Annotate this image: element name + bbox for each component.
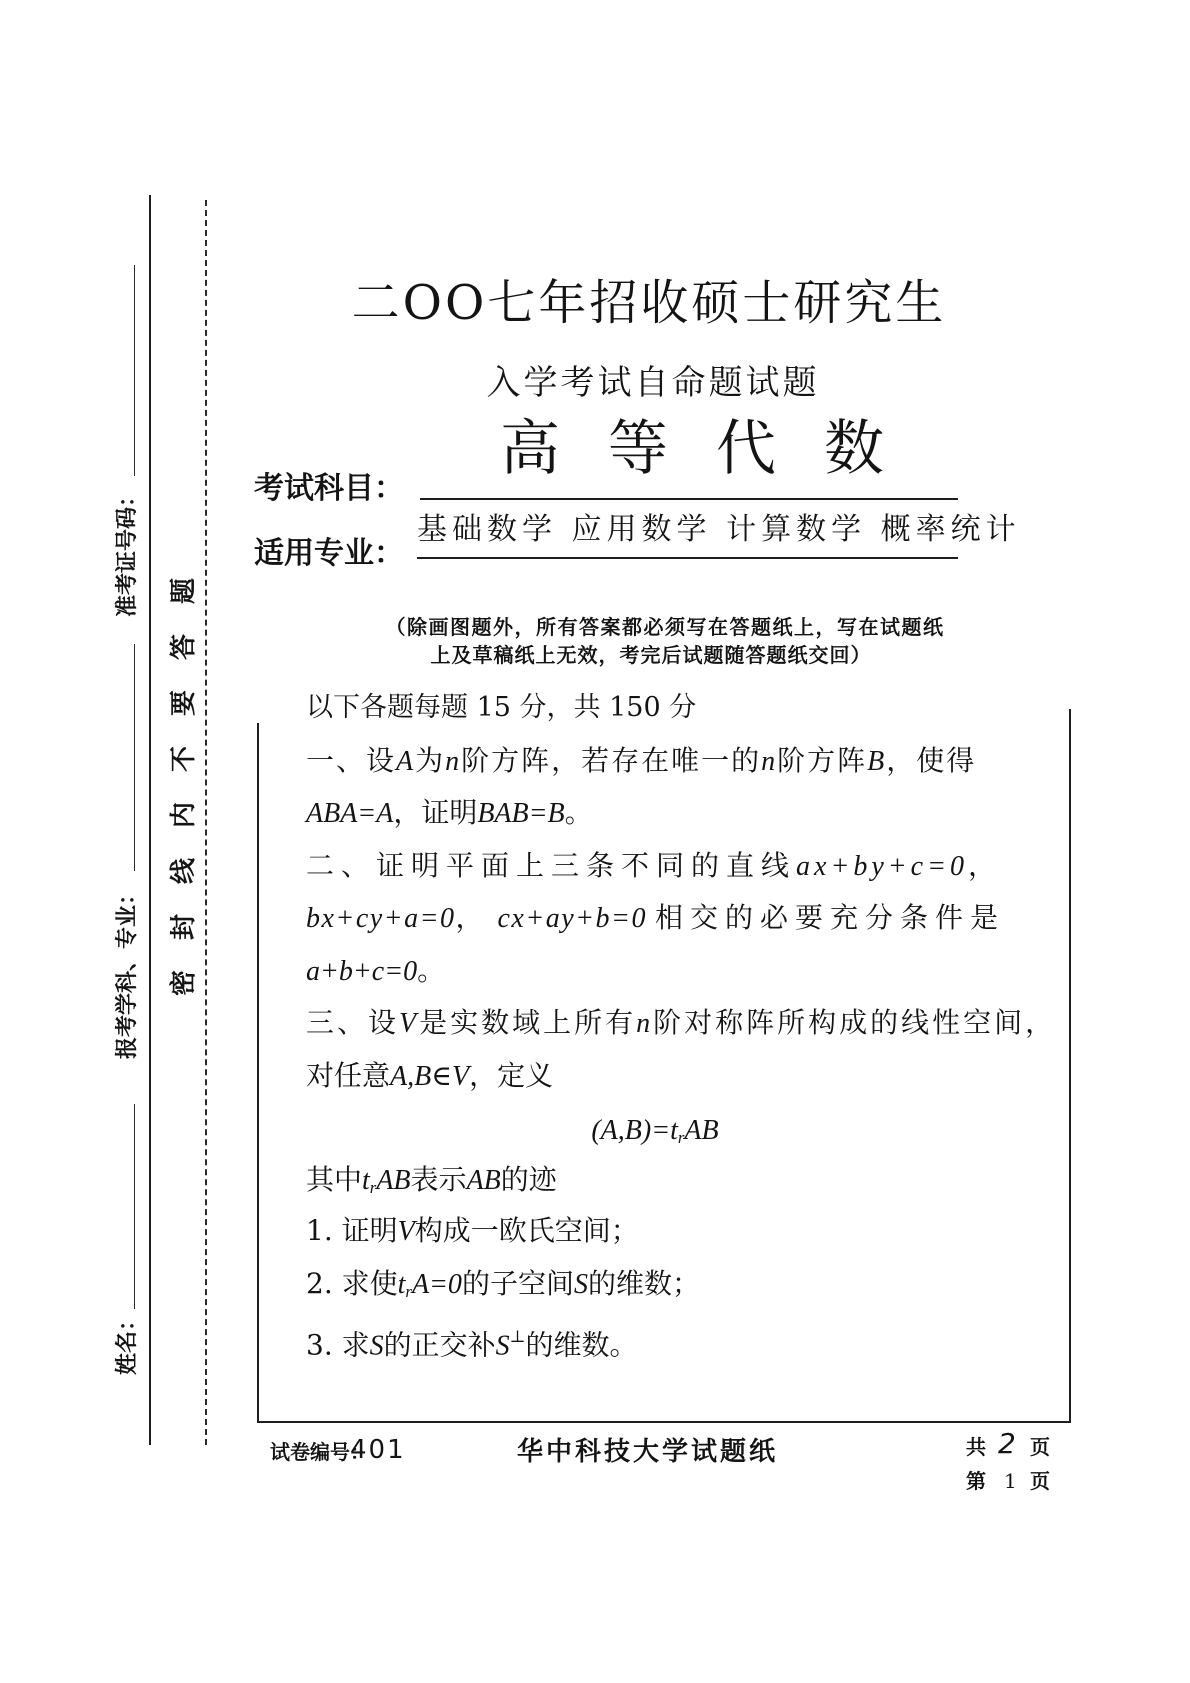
frame-left-border — [257, 723, 259, 1421]
question-text: ， — [455, 901, 484, 934]
seal-dashed-line — [205, 200, 207, 1445]
math-variable: n — [445, 746, 462, 777]
binding-line — [149, 195, 151, 1445]
math-variable: n — [636, 1008, 654, 1039]
question-text: 。 — [417, 954, 446, 987]
question-text: 阶对称阵所构成的线性空间， — [653, 1006, 1057, 1039]
question-text: 构成一欧氏空间； — [414, 1214, 639, 1247]
total-pages-unit: 页 — [1030, 1435, 1050, 1459]
question-3-line-3 — [306, 1154, 557, 1206]
questions-intro: 以下各题每题 15 分，共 150 分 — [306, 692, 697, 723]
math-variable: A — [396, 746, 416, 777]
exam-number-blank-line — [134, 265, 135, 476]
question-text: 相交的必要充分条件是 — [654, 901, 1005, 934]
math-variable: B — [867, 746, 887, 777]
question-3-line-2 — [306, 1050, 553, 1102]
math-expression: (A,B)=t — [591, 1115, 678, 1146]
question-text: 对任意 — [306, 1059, 391, 1092]
question-text: 阶方阵，若存在唯一的 — [461, 744, 762, 777]
math-expression: A,B∈V — [390, 1061, 470, 1092]
question-text: 阶方阵 — [777, 744, 868, 777]
question-text: 三、设 — [306, 1006, 400, 1039]
seal-line-notice: 密封线内不要答题 — [169, 547, 199, 997]
question-text: ，使得 — [886, 744, 977, 777]
math-expression: cx+ay+b=0 — [497, 903, 647, 934]
paper-code: 401 — [350, 1435, 406, 1465]
major-blank-line — [134, 644, 135, 871]
majors-label: 适用专业： — [254, 536, 404, 571]
question-text: 3. 求 — [306, 1328, 370, 1362]
exam-title: 二OO七年招收硕士研究生 — [351, 275, 947, 331]
math-variable: V — [399, 1008, 420, 1039]
math-variable: t — [397, 1269, 406, 1300]
question-3-item-2 — [306, 1258, 700, 1310]
math-expression: AB — [376, 1165, 411, 1196]
math-subscript: r — [369, 1178, 377, 1198]
majors-underline — [417, 557, 958, 559]
paper-code-label: 试卷编号： — [270, 1440, 370, 1464]
question-text: 2. 求使 — [306, 1267, 398, 1300]
math-subscript: r — [405, 1282, 412, 1302]
math-expression: bx+cy+a=0 — [306, 903, 456, 934]
current-page-unit: 页 — [1030, 1469, 1050, 1493]
math-superscript: ⊥ — [509, 1326, 526, 1346]
question-2-line-1 — [306, 840, 996, 892]
question-text: 的子空间 — [461, 1267, 574, 1300]
subject-underline — [420, 498, 958, 500]
question-text: 的迹 — [500, 1163, 557, 1196]
subject-label: 考试科目： — [254, 471, 404, 506]
current-page-prefix: 第 — [966, 1469, 986, 1493]
math-variable: S — [369, 1330, 384, 1362]
question-text: ，定义 — [469, 1059, 554, 1092]
question-1-line-1 — [306, 735, 976, 787]
math-expression: BAB=B — [477, 798, 565, 829]
question-text: 为 — [415, 744, 446, 777]
math-expression: A=0 — [411, 1269, 462, 1300]
math-variable: S — [495, 1330, 510, 1362]
math-expression: a+b+c=0 — [306, 956, 418, 987]
math-expression: ABA=A — [306, 798, 394, 829]
question-text: 的维数。 — [525, 1328, 638, 1362]
question-text: 表示 — [410, 1163, 467, 1196]
question-text: 的维数； — [587, 1267, 700, 1300]
instructions-line-1: （除画图题外，所有答案都必须写在答题纸上，写在试题纸 — [385, 615, 945, 639]
total-pages-prefix: 共 — [966, 1435, 986, 1459]
total-pages-number: 2 — [998, 1427, 1016, 1460]
question-2-line-3 — [306, 945, 445, 997]
name-label: 姓名： — [115, 1308, 140, 1376]
university-paper-title: 华中科技大学试题纸 — [517, 1437, 779, 1467]
inner-product-formula — [591, 1104, 718, 1156]
question-3-item-3 — [306, 1310, 637, 1362]
math-variable: S — [573, 1269, 588, 1300]
question-text: 是实数域上所有 — [419, 1006, 637, 1039]
exam-number-label: 准考证号码： — [115, 484, 140, 618]
current-page-number: 1 — [1004, 1469, 1017, 1493]
math-expression: AB — [466, 1165, 501, 1196]
question-text: 。 — [564, 796, 593, 829]
math-variable: V — [397, 1216, 415, 1247]
question-text: 的正交补 — [383, 1328, 496, 1362]
frame-bottom-border — [257, 1421, 1071, 1423]
math-expression: ax+by+c=0 — [796, 851, 968, 882]
question-text: 二、证明平面上三条不同的直线 — [306, 849, 797, 882]
question-text: 一、设 — [306, 744, 397, 777]
major-label: 报考学科、专业： — [115, 882, 140, 1060]
question-3-line-1 — [306, 997, 1056, 1049]
math-expression: AB — [684, 1115, 719, 1146]
instructions-line-2: 上及草稿纸上无效，考完后试题随答题纸交回） — [430, 643, 872, 667]
question-1-line-2 — [306, 787, 593, 839]
exam-subtitle: 入学考试自命题试题 — [486, 363, 820, 403]
majors-list: 基础数学 应用数学 计算数学 概率统计 — [417, 512, 1021, 547]
question-text: 1. 证明 — [306, 1214, 398, 1247]
question-text: ，证明 — [393, 796, 478, 829]
question-2-line-2 — [306, 892, 1005, 944]
math-variable: t — [362, 1165, 370, 1196]
name-blank-line — [134, 1104, 135, 1309]
question-text: 其中 — [306, 1163, 363, 1196]
question-3-item-1 — [306, 1205, 639, 1257]
subject-name: 高等代数 — [500, 414, 932, 484]
question-text: ， — [967, 849, 996, 882]
math-subscript: r — [677, 1128, 685, 1148]
math-variable: n — [761, 746, 778, 777]
frame-right-border — [1069, 709, 1071, 1421]
